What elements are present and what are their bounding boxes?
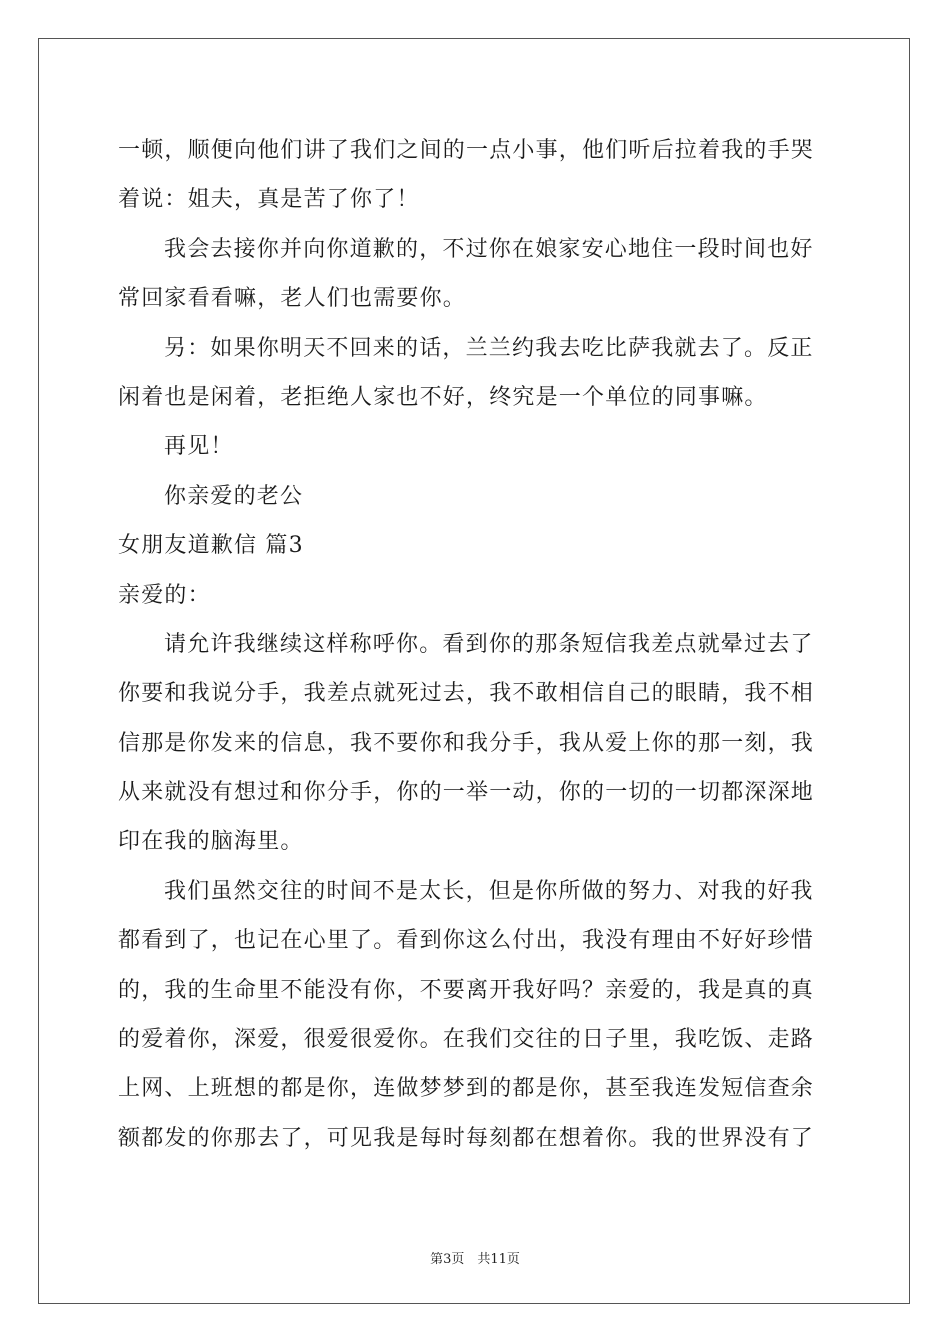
text-line: 额都发的你那去了，可见我是每时每刻都在想着你。我的世界没有了 — [118, 1125, 815, 1151]
text-line: 印在我的脑海里。 — [118, 829, 304, 855]
text-line: 的爱着你，深爱，很爱很爱你。在我们交往的日子里，我吃饭、走路 — [118, 1027, 815, 1053]
text-line: 常回家看看嘛，老人们也需要你。 — [118, 286, 467, 312]
text-line: 再见！ — [164, 434, 234, 460]
text-line: 我们虽然交往的时间不是太长，但是你所做的努力、对我的好我 — [164, 878, 814, 904]
text-line: 闲着也是闲着，老拒绝人家也不好，终究是一个单位的同事嘛。 — [118, 384, 768, 410]
text-line: 你要和我说分手，我差点就死过去，我不敢相信自己的眼睛，我不相 — [118, 681, 815, 707]
text-line: 上网、上班想的都是你，连做梦梦到的都是你，甚至我连发短信查余 — [118, 1076, 815, 1102]
text-line: 另：如果你明天不回来的话，兰兰约我去吃比萨我就去了。反正 — [164, 335, 814, 361]
page-number-footer: 第3页 共11页 — [430, 1252, 520, 1267]
text-line: 我会去接你并向你道歉的，不过你在娘家安心地住一段时间也好 — [164, 236, 814, 262]
text-line: 从来就没有想过和你分手，你的一举一动，你的一切的一切都深深地 — [118, 780, 815, 806]
text-line: 请允许我继续这样称呼你。看到你的那条短信我差点就晕过去了 — [164, 631, 814, 657]
section-heading: 女朋友道歉信 篇3 — [118, 533, 304, 559]
text-line: 的，我的生命里不能没有你，不要离开我好吗？亲爱的，我是真的真 — [118, 977, 815, 1003]
signature-line: 你亲爱的老公 — [164, 483, 304, 509]
text-line: 都看到了，也记在心里了。看到你这么付出，我没有理由不好好珍惜 — [118, 928, 815, 954]
text-line: 着说：姐夫，真是苦了你了！ — [118, 187, 420, 213]
text-line: 信那是你发来的信息，我不要你和我分手，我从爱上你的那一刻，我 — [118, 730, 815, 756]
salutation: 亲爱的： — [118, 582, 211, 608]
document-body — [118, 126, 838, 1163]
text-line: 一顿，顺便向他们讲了我们之间的一点小事，他们听后拉着我的手哭 — [118, 138, 815, 163]
